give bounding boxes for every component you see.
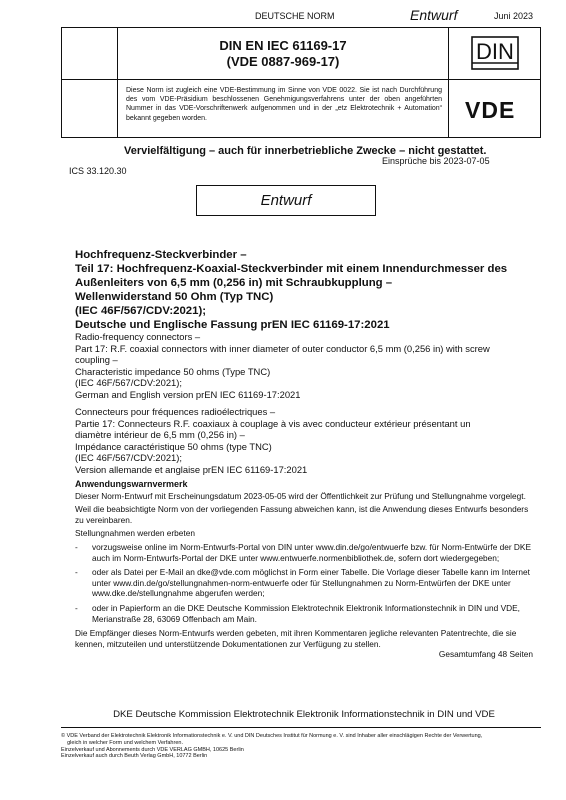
list-item-text: oder in Papierform an die DKE Deutsche Kommission Elektrotechnik Elektronik Informationstechnik in DIN und VDE, Merianstraße 28, 63069 Offenbach am Main. [92,602,520,624]
title-fr-line: Partie 17: Connecteurs R.F. coaxiaux à couplage à vis avec conducteur extérieur présentant un [75,417,471,429]
footer-line: Einzelverkauf auch durch Beuth Verlag GmbH, 10772 Berlin [61,753,208,760]
comment-options-list [75,542,533,624]
title-fr-line: Connecteurs pour fréquences radioélectriques – [75,406,276,417]
notice-heading: Anwendungswarnvermerk [75,479,188,489]
document-number-block [118,38,448,70]
bullet-dash: - [75,541,78,552]
title-en-line: (IEC 46F/567/CDV:2021); [75,377,182,388]
title-french [75,406,535,475]
title-en-line: Part 17: R.F. coaxial connectors with inner diameter of outer conductor 6,5 mm (0,256 in) with screw [75,342,490,354]
title-en-line: coupling – [75,354,118,365]
dke-line: DKE Deutsche Kommission Elektrotechnik Elektronik Informationstechnik in DIN und VDE [113,709,495,720]
notice-paragraph: Stellungnahmen werden erbeten [75,528,195,539]
draft-label: Entwurf [410,7,458,23]
title-fr-line: diamètre intérieur de 6,5 mm (0,256 in) – [75,429,245,440]
list-item [75,603,533,624]
title-de-line: Außenleiters von 6,5 mm (0,256 in) mit Schraubkupplung – [75,277,393,289]
title-fr-line: Impédance caractéristique 50 ohms (type TNC) [75,440,272,452]
notice-paragraph: Weil die beabsichtigte Norm von der vorliegenden Fassung abweichen kann, ist die Anwendung dieses Entwurfs besonders zu vereinbaren. [75,504,529,525]
vde-notice: Diese Norm ist zugleich eine VDE-Bestimmung im Sinne von VDE 0022. Sie ist nach Durchführung des vom VDE-Präsidium beschlossenen Genehmigungsverfahrens unter der oben angeführten Nummer in das VDE-Vorschriftenwerk aufgenommen und in der „etz Elektrotechnik + Automation“ bekannt gegeben worden. [126,87,442,122]
norm-label: DEUTSCHE NORM [255,11,335,21]
vde-logo-icon: VDE [465,97,516,123]
publication-date: Juni 2023 [494,11,534,21]
notice-paragraph: Die Empfänger dieses Norm-Entwurfs werden gebeten, mit ihren Kommentaren jegliche relevanten Patentrechte, die sie kennen, mitzuteilen und unterstützende Dokumentationen zur Verfügung zu stellen. [75,628,517,649]
title-en-line: German and English version prEN IEC 61169-17:2021 [75,388,301,400]
objection-deadline: Einsprüche bis 2023-07-05 [382,156,490,166]
list-item [75,567,533,599]
footer-divider [61,727,541,728]
din-logo-cell [448,28,540,80]
list-item-text: oder als Datei per E-Mail an dke@vde.com möglichst in Form einer Tabelle. Die Vorlage dieser Tabelle kann im Internet unter www.din.de/go/stellungnahmen-norm-entwuerfe oder für Stellungnahmen zu Norm-Entwürfen der DKE unter www.dke.de/stellungnahme abgerufen werden; [92,567,530,599]
title-en-line: Radio-frequency connectors – [75,331,201,342]
footer [61,733,541,760]
title-de-line: Deutsche und Englische Fassung prEN IEC 61169-17:2021 [75,319,390,331]
footer-line: Einzelverkauf und Abonnements durch VDE VERLAG GMBH, 10625 Berlin [61,746,244,753]
title-fr-line: (IEC 46F/567/CDV:2021); [75,452,182,463]
title-de-line: Wellenwiderstand 50 Ohm (Typ TNC) [75,291,274,303]
document-number: DIN EN IEC 61169-17 [219,38,347,53]
total-pages: Gesamtumfang 48 Seiten [438,649,533,660]
footer-line: gleich in welcher Form und welchem Verfahren. [61,739,183,746]
bullet-dash: - [75,567,78,578]
title-frame [61,27,541,138]
list-item-text: vorzugsweise online im Norm-Entwurfs-Portal von DIN unter www.din.de/go/entwuerfe bzw. für Norm-Entwürfe der DKE auch im Norm-Entwurfs-Portal der DKE unter www.entwuerfe.normenbibliothek.de, sofern dort wiedergegeben; [92,541,531,563]
title-fr-line: Version allemande et anglaise prEN IEC 61169-17:2021 [75,463,308,475]
vde-number: (VDE 0887-969-17) [226,54,340,69]
reproduction-notice: Vervielfältigung – auch für innerbetriebliche Zwecke – nicht gestattet. [124,145,487,157]
title-de-line: Hochfrequenz-Steckverbinder – [75,249,247,261]
page-header [60,6,540,26]
notice-paragraph: Dieser Norm-Entwurf mit Erscheinungsdatum 2023-05-05 wird der Öffentlichkeit zur Prüfung und Stellungnahme vorgelegt. [75,490,526,501]
application-notice [75,479,533,660]
title-row [62,28,540,80]
vde-row [62,80,540,137]
draft-box: Entwurf [196,185,376,216]
ics-code: ICS 33.120.30 [69,166,127,176]
frame-left-cell [62,28,118,80]
title-de-line: (IEC 46F/567/CDV:2021); [75,305,207,317]
title-en-line: Characteristic impedance 50 ohms (Type TNC) [75,365,271,377]
vde-logo-cell [448,80,540,137]
title-german [75,248,535,332]
frame-left-cell-2 [62,80,118,137]
bullet-dash: - [75,602,78,613]
din-logo-icon [471,36,519,70]
list-item [75,542,533,563]
title-english [75,331,535,400]
title-de-line: Teil 17: Hochfrequenz-Koaxial-Steckverbinder mit einem Innendurchmesser des [75,263,508,275]
din-logo-text: DIN [476,39,514,64]
footer-line: © VDE Verband der Elektrotechnik Elektronik Informationstechnik e. V. und DIN Deutsches Institut für Normung e. V. sind Inhaber aller einschlägigen Rechte der Verwertung, [61,733,483,739]
